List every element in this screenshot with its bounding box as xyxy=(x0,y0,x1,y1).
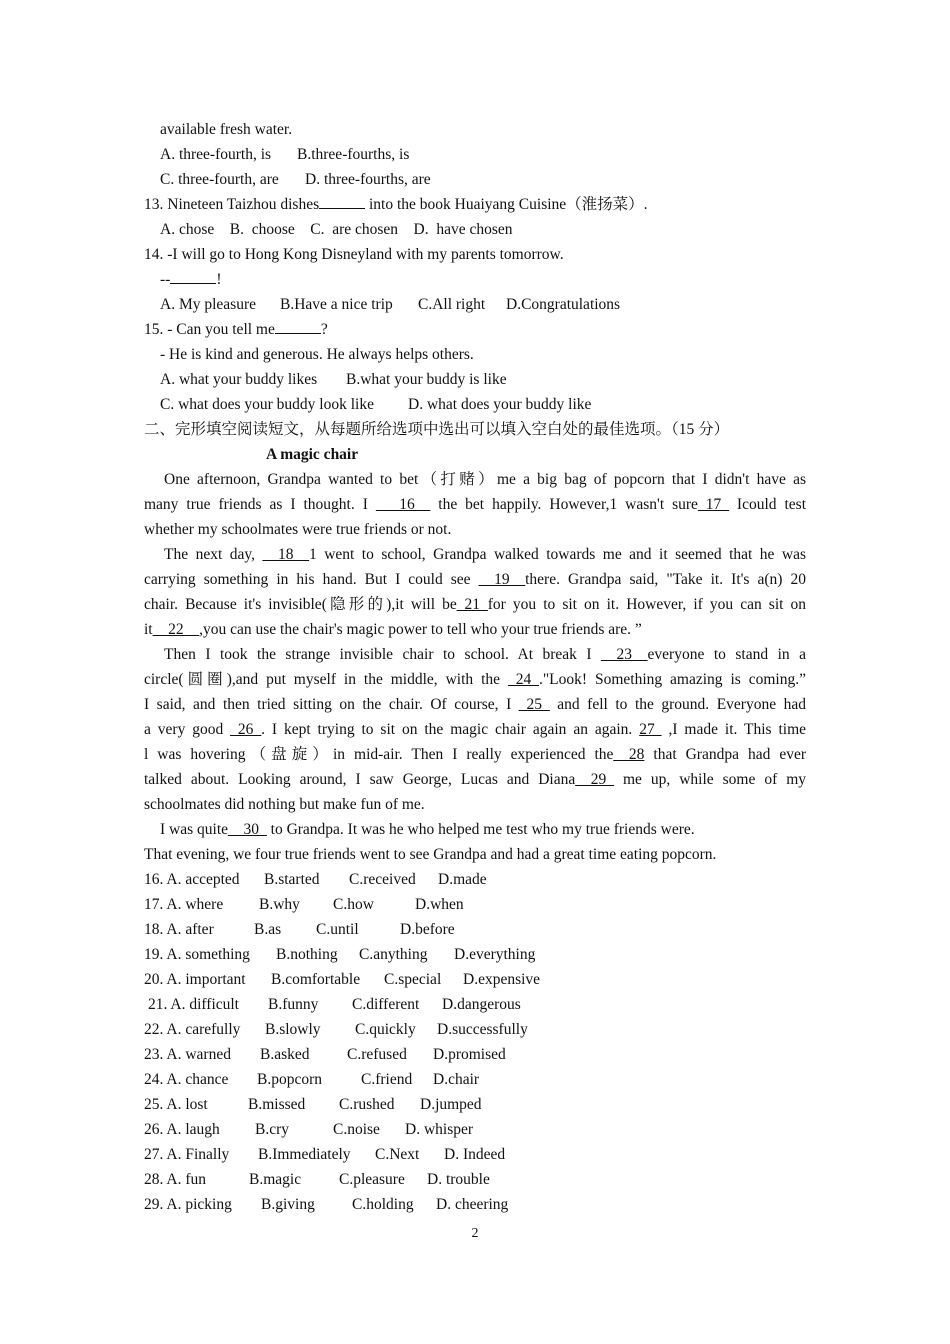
option-18-c: C.until xyxy=(316,921,359,938)
passage-text: Icould test xyxy=(728,496,806,513)
option-24-b: B.popcorn xyxy=(257,1071,323,1088)
option-row-16 xyxy=(144,867,806,892)
passage-text: schoolmates did nothing but make fun of me. xyxy=(144,796,425,813)
option-19-d: D.everything xyxy=(454,946,536,963)
blank-27: 27 xyxy=(639,721,662,738)
passage-text: me up, while some of my xyxy=(614,771,807,788)
option-25-c: C.rushed xyxy=(339,1096,395,1113)
passage-text: Then I took the strange invisible chair to school. At break I xyxy=(164,646,602,663)
option-21-b: B.funny xyxy=(268,996,319,1013)
option-23-b: B.asked xyxy=(260,1046,310,1063)
passage-text: ,you can use the chair's magic power to tell who your true friends are. ” xyxy=(199,621,642,638)
blank-30: __30_ xyxy=(228,821,267,838)
q13-stem xyxy=(144,192,806,217)
option-28-d: D. trouble xyxy=(427,1171,490,1188)
passage-line xyxy=(144,617,806,642)
passage-text: it xyxy=(144,621,153,638)
option-26-b: B.cry xyxy=(255,1121,290,1138)
passage-text: I said, and then tried sitting on the chair. Of course, I xyxy=(144,696,519,713)
passage-text: ."Look! Something amazing is coming.” xyxy=(538,671,806,688)
option-16-b: B.started xyxy=(264,871,320,888)
blank-21: _21_ xyxy=(456,596,488,613)
passage-text: everyone to stand in a xyxy=(647,646,806,663)
option-24-c: C.friend xyxy=(361,1071,413,1088)
option-row-22 xyxy=(144,1017,806,1042)
q12-option-c: C. three-fourth, are xyxy=(160,171,279,188)
option-19-b: B.nothing xyxy=(276,946,338,963)
option-16-d: D.made xyxy=(438,871,487,888)
option-29-c: C.holding xyxy=(352,1196,414,1213)
option-row-19 xyxy=(144,942,806,967)
option-23-d: D.promised xyxy=(433,1046,506,1063)
blank-16: __16__ xyxy=(375,496,431,513)
section2-heading-text: 二、完形填空阅读短文，从每题所给选项中选出可以填入空白处的最佳选项。（15 分） xyxy=(144,421,730,438)
q14-option-b: B.Have a nice trip xyxy=(280,296,393,313)
option-row-23 xyxy=(144,1042,806,1067)
option-row-28 xyxy=(144,1167,806,1192)
option-21-a: 21. A. difficult xyxy=(148,996,239,1013)
option-27-a: 27. A. Finally xyxy=(144,1146,230,1163)
option-18-d: D.before xyxy=(400,921,455,938)
q15-text-post: ? xyxy=(320,321,328,338)
blank-25: _25_ xyxy=(518,696,550,713)
passage-text: whether my schoolmates were true friends or not. xyxy=(144,521,452,538)
q12-option-a: A. three-fourth, is xyxy=(160,146,272,163)
option-22-d: D.successfully xyxy=(437,1021,528,1038)
q14-reply xyxy=(144,267,806,292)
q12-continuation xyxy=(144,117,806,142)
passage-text: circle(圆圈),and put myself in the middle, with the xyxy=(144,671,508,688)
q12-options-ab xyxy=(144,142,806,167)
option-25-d: D.jumped xyxy=(420,1096,482,1113)
q13-options-text: A. chose B. choose C. are chosen D. have chosen xyxy=(160,221,513,238)
option-19-a: 19. A. something xyxy=(144,946,250,963)
passage-line xyxy=(144,692,806,717)
option-22-a: 22. A. carefully xyxy=(144,1021,241,1038)
passage-line xyxy=(144,792,806,817)
passage-text: . I kept trying to sit on the magic chair again an again. xyxy=(261,721,640,738)
option-26-a: 26. A. laugh xyxy=(144,1121,220,1138)
q14-option-d: D.Congratulations xyxy=(506,296,621,313)
option-23-c: C.refused xyxy=(347,1046,407,1063)
blank-26: _26_ xyxy=(230,721,262,738)
page-content xyxy=(144,117,806,1217)
q13-text-post: into the book Huaiyang Cuisine（淮扬菜）. xyxy=(365,196,648,213)
option-27-d: D. Indeed xyxy=(444,1146,506,1163)
option-29-b: B.giving xyxy=(261,1196,315,1213)
q12-options-cd xyxy=(144,167,806,192)
q14-stem xyxy=(144,242,806,267)
passage-text: that Grandpa had ever xyxy=(644,746,806,763)
q15-blank xyxy=(275,319,321,334)
q14-option-c: C.All right xyxy=(418,296,486,313)
cloze-options-list xyxy=(144,867,806,1217)
passage-line xyxy=(144,842,806,867)
blank-23: __23__ xyxy=(601,646,648,663)
passage-text: I was quite xyxy=(160,821,229,838)
q14-blank xyxy=(170,269,216,284)
option-row-21 xyxy=(144,992,806,1017)
passage-text: and fell to the ground. Everyone had xyxy=(549,696,806,713)
q14-reply-dashes: -- xyxy=(160,271,171,288)
option-21-d: D.dangerous xyxy=(442,996,521,1013)
q15-stem xyxy=(144,317,806,342)
passage-text: the bet happily. However,1 wasn't sure xyxy=(430,496,698,513)
option-23-a: 23. A. warned xyxy=(144,1046,231,1063)
option-21-c: C.different xyxy=(352,996,420,1013)
option-24-d: D.chair xyxy=(433,1071,480,1088)
option-row-20 xyxy=(144,967,806,992)
passage-line xyxy=(144,717,806,742)
passage-line xyxy=(144,667,806,692)
blank-22: __22__ xyxy=(152,621,200,638)
blank-19: __19__ xyxy=(478,571,526,588)
q15-option-a: A. what your buddy likes xyxy=(160,371,318,388)
blank-24: _24_ xyxy=(507,671,539,688)
option-row-27 xyxy=(144,1142,806,1167)
passage-text: That evening, we four true friends went to see Grandpa and had a great time eating popcorn. xyxy=(144,846,717,863)
q14-text: 14. -I will go to Hong Kong Disneyland with my parents tomorrow. xyxy=(144,246,564,263)
passage-text: many true friends as I thought. I xyxy=(144,496,376,513)
option-18-a: 18. A. after xyxy=(144,921,214,938)
q15-text-pre: 15. - Can you tell me xyxy=(144,321,275,338)
option-26-d: D. whisper xyxy=(405,1121,474,1138)
option-17-b: B.why xyxy=(259,896,300,913)
passage-text: chair. Because it's invisible(隐形的),it will be xyxy=(144,596,457,613)
option-25-b: B.missed xyxy=(248,1096,306,1113)
q12-option-d: D. three-fourths, are xyxy=(305,171,431,188)
option-28-a: 28. A. fun xyxy=(144,1171,206,1188)
passage-text: a very good xyxy=(144,721,231,738)
option-27-b: B.Immediately xyxy=(258,1146,351,1163)
passage-text: l was hovering（盘旋）in mid-air. Then I really experienced the xyxy=(144,746,614,763)
q12-option-b: B.three-fourths, is xyxy=(297,146,410,163)
q15-options-cd xyxy=(144,392,806,417)
option-row-18 xyxy=(144,917,806,942)
passage-line xyxy=(144,767,806,792)
passage-line xyxy=(144,642,806,667)
option-row-17 xyxy=(144,892,806,917)
option-20-d: D.expensive xyxy=(463,971,541,988)
blank-17: _17_ xyxy=(697,496,729,513)
option-27-c: C.Next xyxy=(375,1146,420,1163)
option-26-c: C.noise xyxy=(333,1121,380,1138)
passage-line xyxy=(144,592,806,617)
passage-text: there. Grandpa said, "Take it. It's a(n) 20 xyxy=(525,571,807,588)
passage-text: 1 went to school, Grandpa walked towards me and it seemed that he was xyxy=(308,546,806,563)
option-20-b: B.comfortable xyxy=(271,971,361,988)
option-18-b: B.as xyxy=(254,921,282,938)
option-22-b: B.slowly xyxy=(265,1021,321,1038)
option-29-d: D. cheering xyxy=(436,1196,509,1213)
option-17-a: 17. A. where xyxy=(144,896,224,913)
passage-line xyxy=(144,467,806,492)
option-16-a: 16. A. accepted xyxy=(144,871,240,888)
option-20-c: C.special xyxy=(384,971,442,988)
option-20-a: 20. A. important xyxy=(144,971,246,988)
passage-line xyxy=(144,817,806,842)
passage-text: carrying something in his hand. But I could see xyxy=(144,571,479,588)
option-28-c: C.pleasure xyxy=(339,1171,405,1188)
q13-options xyxy=(144,217,806,242)
passage-line xyxy=(144,742,806,767)
passage-text: for you to sit on it. However, if you can sit on xyxy=(487,596,807,613)
passage-title xyxy=(144,442,806,467)
q15-option-d: D. what does your buddy like xyxy=(408,396,592,413)
option-24-a: 24. A. chance xyxy=(144,1071,229,1088)
q15-option-c: C. what does your buddy look like xyxy=(160,396,374,413)
passage-line xyxy=(144,542,806,567)
passage-line xyxy=(144,517,806,542)
option-16-c: C.received xyxy=(349,871,416,888)
option-row-24 xyxy=(144,1067,806,1092)
option-17-c: C.how xyxy=(333,896,374,913)
passage-title-text: A magic chair xyxy=(266,446,359,463)
passage-text: ,I made it. This time xyxy=(661,721,807,738)
q13-blank xyxy=(319,194,365,209)
q15-options-ab xyxy=(144,367,806,392)
q14-reply-mark: ! xyxy=(216,271,222,288)
option-19-c: C.anything xyxy=(359,946,428,963)
q15-answer xyxy=(144,342,806,367)
q15-answer-text: - He is kind and generous. He always helps others. xyxy=(160,346,474,363)
passage-line xyxy=(144,567,806,592)
q14-option-a: A. My pleasure xyxy=(160,296,256,313)
q12-text: available fresh water. xyxy=(160,121,293,138)
option-row-26 xyxy=(144,1117,806,1142)
passage-text: The next day, xyxy=(164,546,263,563)
passage-text: talked about. Looking around, I saw George, Lucas and Diana xyxy=(144,771,576,788)
option-22-c: C.quickly xyxy=(355,1021,416,1038)
passage-text: One afternoon, Grandpa wanted to bet（打赌）me a big bag of popcorn that I didn't have as xyxy=(164,471,806,488)
blank-28: __28 xyxy=(613,746,645,763)
q14-options xyxy=(144,292,806,317)
blank-18: __18__ xyxy=(262,546,309,563)
q13-text-pre: 13. Nineteen Taizhou dishes xyxy=(144,196,320,213)
option-17-d: D.when xyxy=(415,896,464,913)
option-row-25 xyxy=(144,1092,806,1117)
page-number: 2 xyxy=(471,1226,479,1241)
passage-line xyxy=(144,492,806,517)
q15-option-b: B.what your buddy is like xyxy=(346,371,507,388)
option-row-29 xyxy=(144,1192,806,1217)
option-29-a: 29. A. picking xyxy=(144,1196,232,1213)
passage-text: to Grandpa. It was he who helped me test who my true friends were. xyxy=(266,821,695,838)
section2-heading xyxy=(144,417,806,442)
option-28-b: B.magic xyxy=(249,1171,302,1188)
option-25-a: 25. A. lost xyxy=(144,1096,208,1113)
blank-29: __29_ xyxy=(575,771,614,788)
